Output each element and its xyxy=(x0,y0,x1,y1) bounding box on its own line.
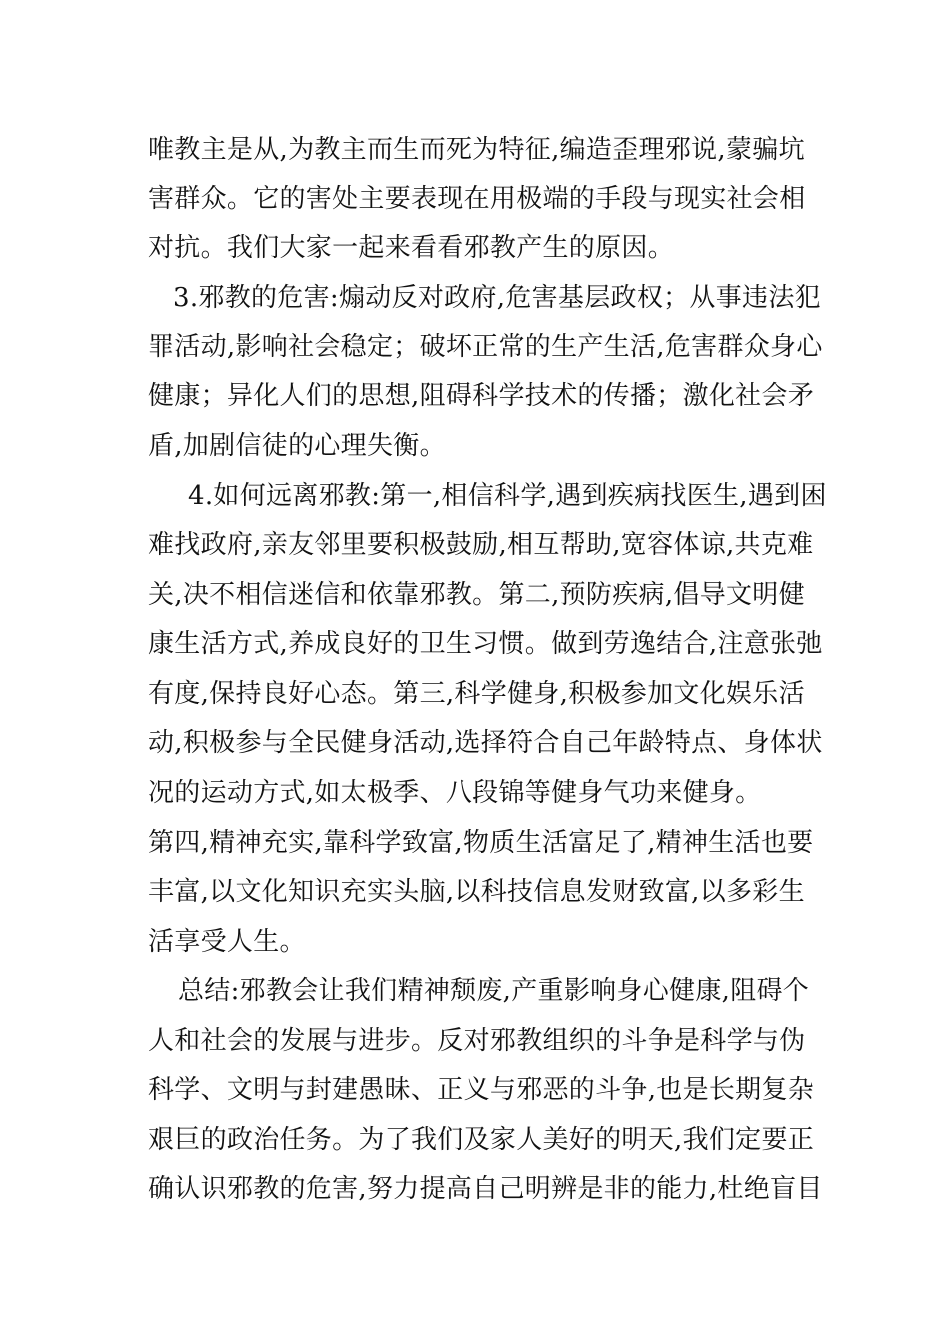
text-line: 罪活动,影响社会稳定；破坏正常的生产生活,危害群众身心 xyxy=(148,332,823,362)
text-line: 唯教主是从,为教主而生而死为特征,编造歪理邪说,蒙骗坑 xyxy=(148,135,805,165)
text-line: 难找政府,亲友邻里要积极鼓励,相互帮助,宽容体谅,共克难 xyxy=(148,530,814,560)
text-line: 确认识邪教的危害,努力提高自己明辨是非的能力,杜绝盲目 xyxy=(148,1174,823,1204)
text-line: 有度,保持良好心态。第三,科学健身,积极参加文化娱乐活 xyxy=(148,679,805,709)
text-line: 人和社会的发展与进步。反对邪教组织的斗争是科学与伪 xyxy=(148,1026,806,1056)
text-line: 第四,精神充实,靠科学致富,物质生活富足了,精神生活也要 xyxy=(148,828,814,858)
text-line: 康生活方式,养成良好的卫生习惯。做到劳逸结合,注意张弛 xyxy=(148,629,823,659)
text-line: 关,决不相信迷信和依靠邪教。第二,预防疾病,倡导文明健 xyxy=(148,580,805,610)
text-line: 科学、文明与封建愚昧、正义与邪恶的斗争,也是长期复杂 xyxy=(148,1075,815,1105)
text-line: 3.邪教的危害:煽动反对政府,危害基层政权；从事违法犯 xyxy=(173,283,821,313)
text-line: 总结:邪教会让我们精神颓废,产重影响身心健康,阻碍个 xyxy=(178,976,810,1006)
text-line: 害群众。它的害处主要表现在用极端的手段与现实社会相 xyxy=(148,184,806,214)
text-line: 健康；异化人们的思想,阻碍科学技术的传播；激化社会矛 xyxy=(148,381,815,411)
text-line: 活享受人生。 xyxy=(148,927,306,957)
text-line: 4.如何远离邪教:第一,相信科学,遇到疾病找医生,遇到困 xyxy=(188,481,827,511)
text-line: 丰富,以文化知识充实头脑,以科技信息发财致富,以多彩生 xyxy=(148,877,805,907)
text-line: 况的运动方式,如太极季、八段锦等健身气功来健身。 xyxy=(148,778,762,808)
text-line: 对抗。我们大家一起来看看邪教产生的原因。 xyxy=(148,233,675,263)
text-line: 盾,加剧信徒的心理失衡。 xyxy=(148,431,446,461)
text-line: 动,积极参与全民健身活动,选择符合自己年龄特点、身体状 xyxy=(148,728,823,758)
text-line: 艰巨的政治任务。为了我们及家人美好的明天,我们定要正 xyxy=(148,1125,815,1155)
